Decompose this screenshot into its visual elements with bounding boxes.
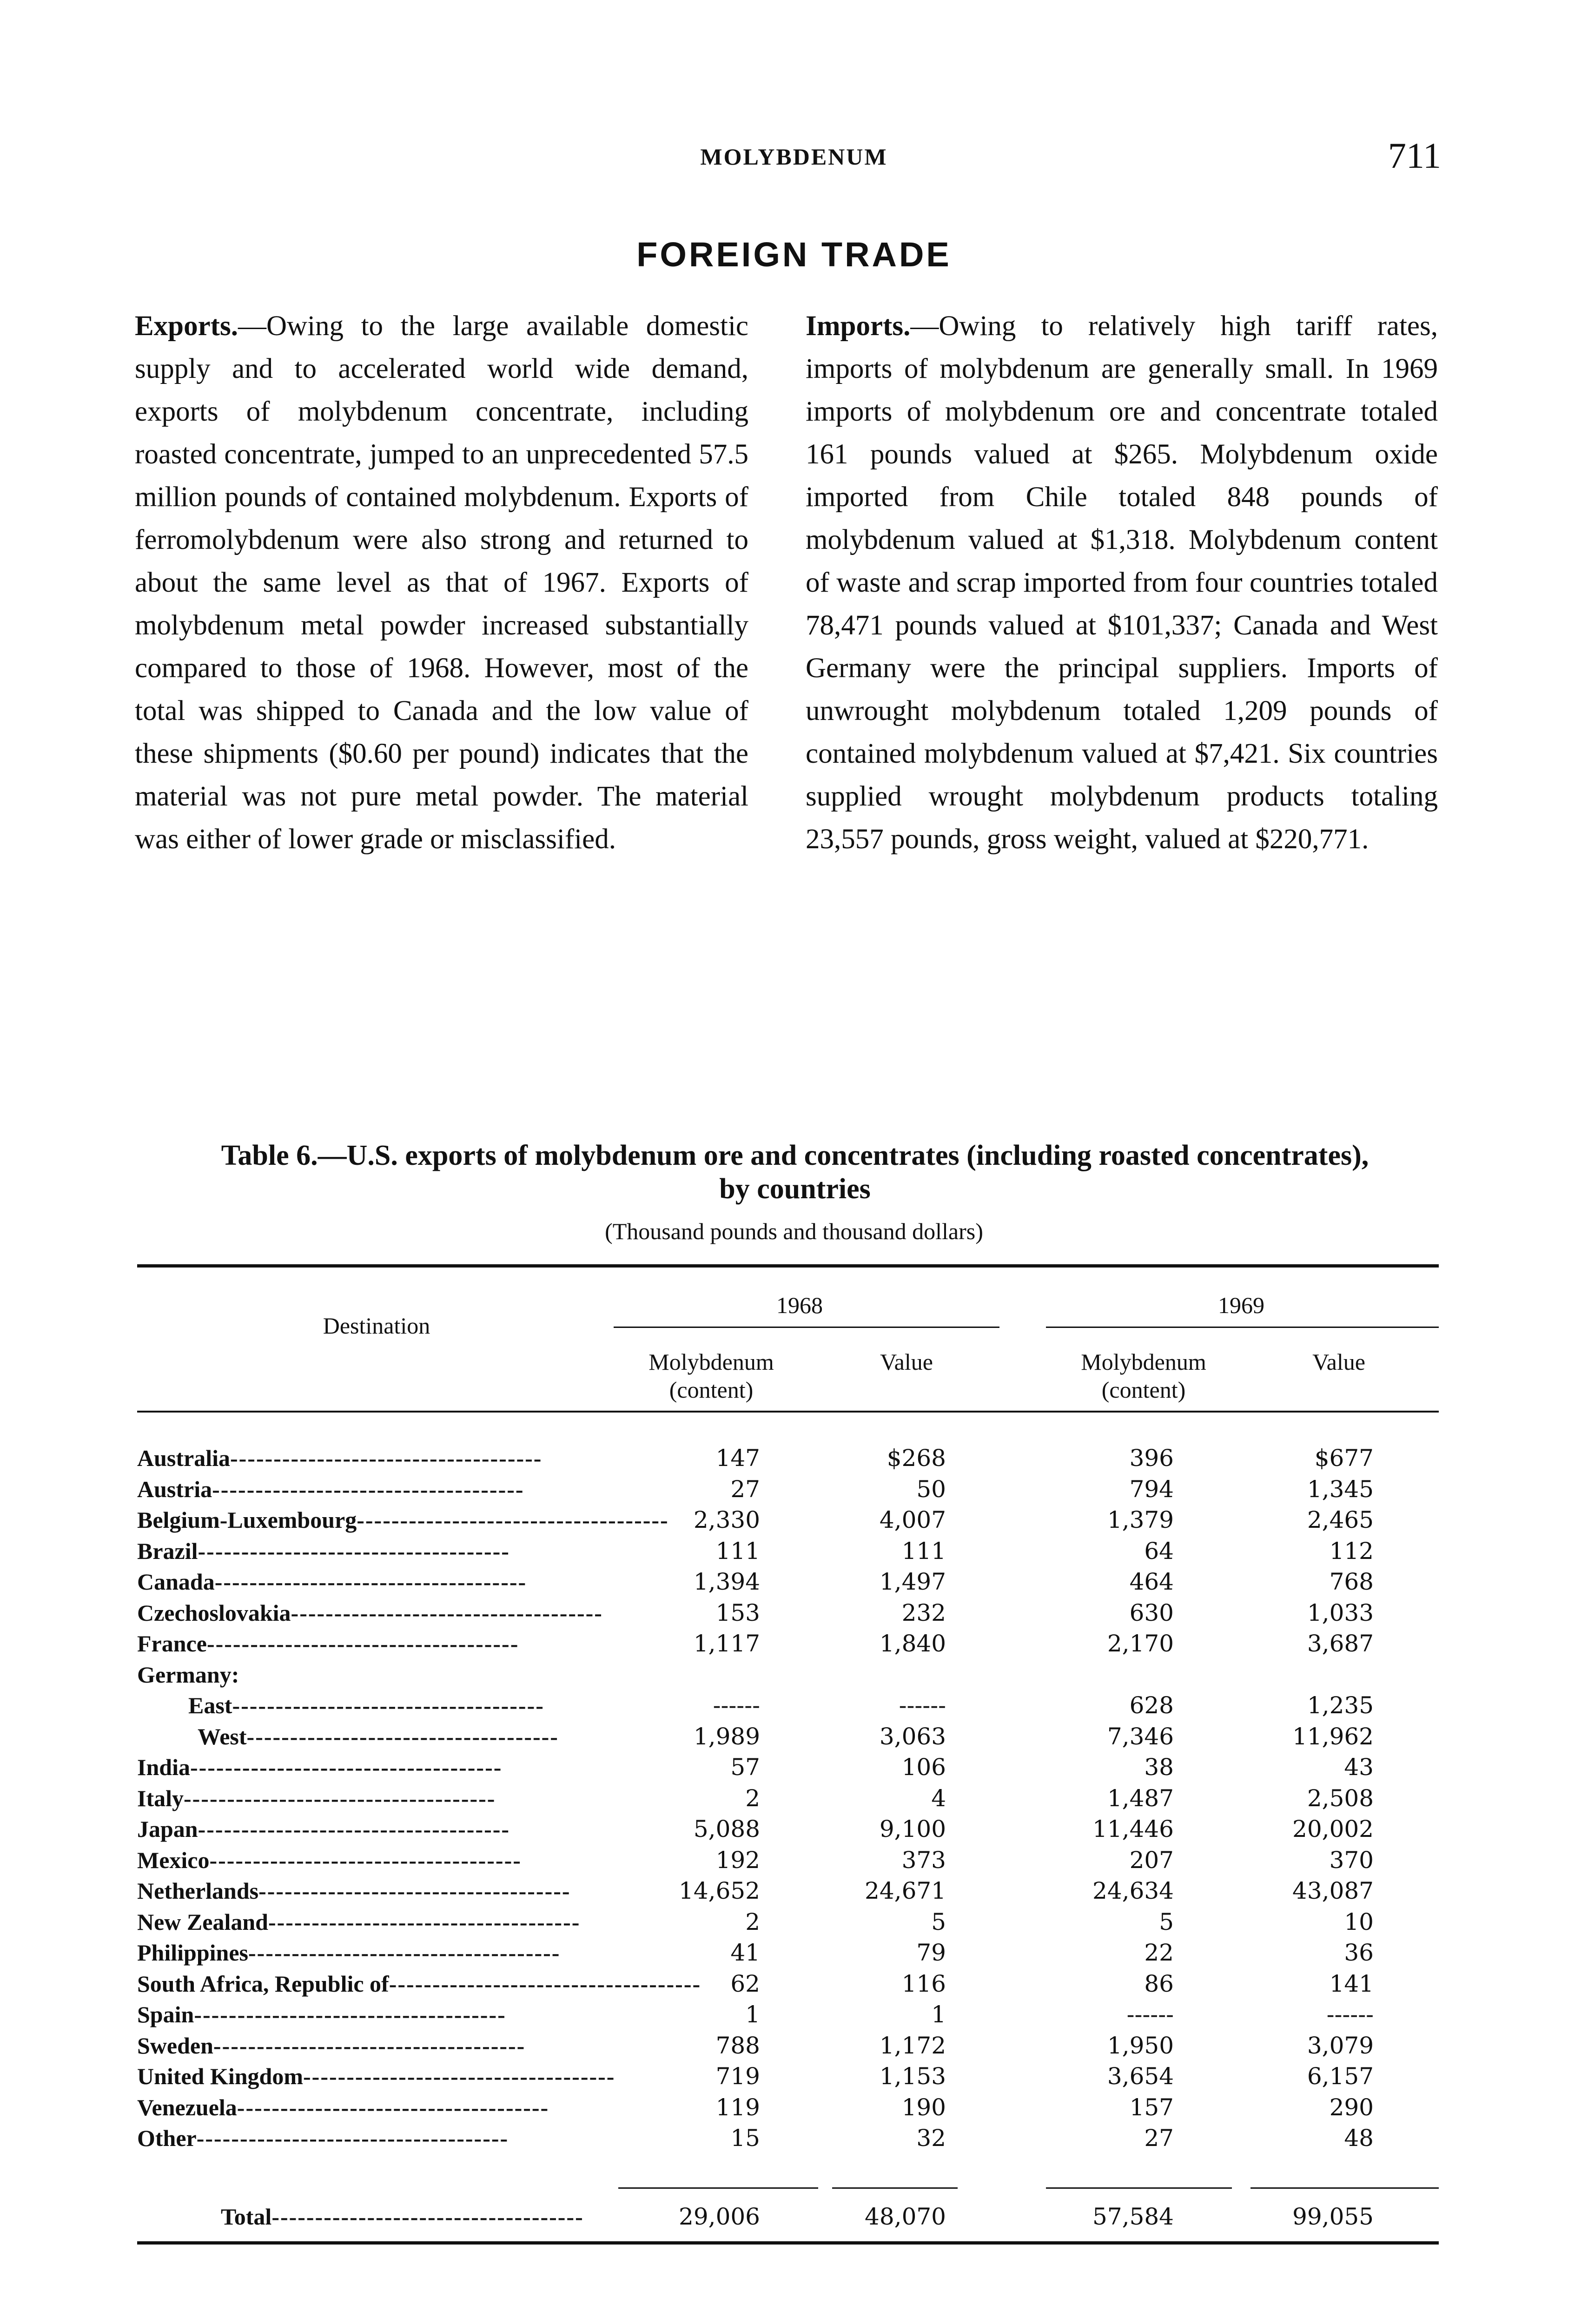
header-moly-1968-line1: Molybdenum (648, 1349, 774, 1375)
row-destination: Austria (137, 1476, 212, 1502)
total-rule-2 (832, 2187, 958, 2189)
row-moly-1968: ------ (713, 1692, 760, 1719)
row-moly-1969: 38 (1144, 1754, 1174, 1781)
row-moly-1968: 41 (730, 1939, 760, 1966)
table-total-row: Total------------------------------------ 29,006 48,070 57,584 99,055 (137, 2201, 1439, 2232)
row-moly-1968: 119 (715, 2093, 760, 2121)
table-bottom-rule (137, 2241, 1439, 2245)
row-moly-1968: 719 (715, 2063, 760, 2090)
row-value-1969: 1,345 (1307, 1475, 1374, 1503)
table-row: Spain------------------------------------ 1 1 ------ ------ (137, 1999, 1439, 2030)
header-moly-1969-line1: Molybdenum (1081, 1349, 1206, 1375)
row-value-1969: 48 (1344, 2125, 1374, 2152)
row-value-1969: 112 (1329, 1537, 1374, 1565)
row-value-1969: 2,465 (1307, 1506, 1374, 1533)
row-moly-1968: 5,088 (693, 1816, 760, 1842)
row-value-1968: 9,100 (879, 1816, 946, 1842)
row-moly-1968: 111 (715, 1537, 760, 1565)
total-moly-1968: 29,006 (679, 2203, 760, 2230)
row-value-1969: 1,033 (1307, 1599, 1374, 1626)
row-moly-1969: 1,487 (1107, 1784, 1174, 1812)
year-rule-1969 (1046, 1327, 1439, 1328)
imports-paragraph (806, 305, 1438, 861)
row-moly-1969: 3,654 (1107, 2063, 1174, 2090)
row-moly-1968: 1,989 (693, 1723, 760, 1750)
row-value-1969: 768 (1329, 1568, 1374, 1595)
row-destination: United Kingdom (137, 2063, 304, 2089)
row-moly-1968: 788 (715, 2032, 760, 2059)
row-value-1968: 24,671 (865, 1877, 946, 1904)
row-moly-1969: 11,446 (1092, 1816, 1174, 1842)
row-value-1968: 116 (901, 1970, 946, 1997)
row-moly-1969: 22 (1144, 1939, 1174, 1966)
row-value-1969: 36 (1344, 1939, 1374, 1966)
row-moly-1969: 86 (1144, 1970, 1174, 1997)
row-moly-1969: ------ (1126, 2001, 1174, 2028)
header-moly-1969-line2: (content) (1101, 1377, 1186, 1403)
table-row: West------------------------------------ 1,989 3,063 7,346 11,962 (137, 1721, 1439, 1752)
table-row-group-label (137, 1659, 1439, 1690)
row-moly-1968: 27 (730, 1475, 760, 1503)
row-destination: Venezuela (137, 2094, 237, 2120)
row-moly-1968: 1,117 (693, 1630, 760, 1657)
row-value-1968: 190 (901, 2093, 946, 2121)
row-moly-1968: 14,652 (679, 1877, 760, 1904)
row-destination: Netherlands (137, 1878, 259, 1904)
row-destination: East (188, 1692, 232, 1718)
row-destination: Japan (137, 1816, 198, 1842)
row-value-1969: 290 (1329, 2093, 1374, 2121)
row-destination: Philippines (137, 1940, 248, 1966)
table-row: Italy------------------------------------ 2 4 1,487 2,508 (137, 1783, 1439, 1814)
header-year-1969: 1969 (1218, 1292, 1264, 1318)
table-body (137, 1443, 1439, 2154)
row-moly-1969: 5 (1159, 1908, 1174, 1935)
table-row: Other------------------------------------ 15 32 27 48 (137, 2123, 1439, 2154)
row-value-1968: 5 (931, 1908, 946, 1935)
row-destination: Australia (137, 1445, 230, 1471)
row-moly-1968: 153 (715, 1599, 760, 1626)
table-row: Czechoslovakia------------------------------------ 153 232 630 1,033 (137, 1598, 1439, 1629)
row-value-1968: 50 (916, 1475, 946, 1503)
row-value-1968: 232 (901, 1599, 946, 1626)
table-row: United Kingdom------------------------------------ 719 1,153 3,654 6,157 (137, 2061, 1439, 2092)
table-row: Netherlands------------------------------------ 14,652 24,671 24,634 43,087 (137, 1875, 1439, 1907)
total-moly-1969: 57,584 (1092, 2203, 1174, 2230)
row-destination: Czechoslovakia (137, 1599, 291, 1626)
row-value-1968: 1,840 (879, 1630, 946, 1657)
header-moly-1968 (600, 1348, 823, 1404)
total-rule-1 (618, 2187, 818, 2189)
table-row: Sweden------------------------------------ 788 1,172 1,950 3,079 (137, 2030, 1439, 2061)
row-value-1969: 20,002 (1292, 1816, 1374, 1842)
row-moly-1969: 64 (1144, 1537, 1174, 1565)
exports-text: —Owing to the large available domestic supply and to accelerated world wide demand, exports of molybdenum concentrate, including roasted concentrate, jumped to an unprecedented 57.5 million pounds of contained molybdenum. Exports of ferromolybdenum were also strong and returned to about the same level as that of 1967. Exports of molybdenum metal powder increased substantially compared to those of 1968. However, most of the total was shipped to Canada and the low value of these shipments ($0.60 per pound) indicates that the material was not pure metal powder. The material was either of lower grade or misclassified. (135, 310, 748, 855)
table-row: India------------------------------------ 57 106 38 43 (137, 1752, 1439, 1783)
row-value-1968: 3,063 (879, 1723, 946, 1750)
table-row: New Zealand------------------------------------ 2 5 5 10 (137, 1907, 1439, 1938)
row-destination: Canada (137, 1569, 215, 1595)
row-destination: India (137, 1754, 190, 1780)
table-top-rule (137, 1264, 1439, 1268)
row-value-1969: 11,962 (1292, 1723, 1374, 1750)
total-rule-4 (1251, 2187, 1439, 2189)
row-destination: Brazil (137, 1538, 198, 1564)
row-value-1969: ------ (1326, 2001, 1374, 2028)
header-bottom-rule (137, 1411, 1439, 1413)
row-moly-1969: 1,950 (1107, 2032, 1174, 2059)
row-moly-1969: 630 (1129, 1599, 1174, 1626)
row-destination: Italy (137, 1785, 184, 1811)
imports-text: —Owing to relatively high tariff rates, imports of molybdenum are generally small. In 1969 imports of molybdenum ore and concentrate totaled 161 pounds valued at $265. Molybdenum oxide imported from Chile totaled 848 pounds of molybdenum valued at $1,318. Molybdenum content of waste and scrap imported from four countries totaled 78,471 pounds valued at $101,337; Canada and West Germany were the principal suppliers. Imports of unwrought molybdenum totaled 1,209 pounds of contained molybdenum valued at $7,421. Six countries supplied wrought molybdenum products totaling 23,557 pounds, gross weight, valued at $220,771. (806, 310, 1438, 855)
row-value-1969: 2,508 (1307, 1784, 1374, 1812)
row-destination: South Africa, Republic of (137, 1970, 389, 1997)
table-row: Philippines------------------------------------ 41 79 22 36 (137, 1937, 1439, 1968)
table-row: Brazil------------------------------------ 111 111 64 112 (137, 1536, 1439, 1567)
row-destination: West (198, 1723, 247, 1750)
row-moly-1968: 62 (730, 1970, 760, 1997)
row-moly-1968: 1 (745, 2001, 760, 2028)
row-moly-1969: 2,170 (1107, 1630, 1174, 1657)
table-row: Canada------------------------------------ 1,394 1,497 464 768 (137, 1566, 1439, 1598)
row-value-1969: 3,687 (1307, 1630, 1374, 1657)
row-destination: Sweden (137, 2032, 213, 2059)
row-value-1969: 141 (1329, 1970, 1374, 1997)
header-value-1968: Value (880, 1349, 933, 1375)
row-moly-1969: 628 (1129, 1692, 1174, 1719)
section-title: FOREIGN TRADE (636, 235, 952, 274)
row-moly-1969: 7,346 (1107, 1723, 1174, 1750)
row-moly-1968: 192 (715, 1846, 760, 1874)
table-row: South Africa, Republic of------------------------------------ 62 116 86 141 (137, 1968, 1439, 2000)
row-value-1968: 1,153 (879, 2063, 946, 2090)
table-row: Japan------------------------------------ 5,088 9,100 11,446 20,002 (137, 1814, 1439, 1845)
running-title: MOLYBDENUM (700, 144, 888, 170)
row-moly-1968: 147 (715, 1445, 760, 1472)
total-value-1969: 99,055 (1292, 2203, 1374, 2230)
table-row: Australia------------------------------------ 147 $268 396 $677 (137, 1443, 1439, 1474)
row-moly-1969: 1,379 (1107, 1506, 1174, 1533)
header-value-1969: Value (1312, 1349, 1365, 1375)
total-label: Total (221, 2204, 272, 2230)
row-moly-1968: 2 (745, 1784, 760, 1812)
row-moly-1968: 15 (730, 2125, 760, 2152)
header-moly-1968-line2: (content) (669, 1377, 754, 1403)
row-value-1968: 106 (901, 1754, 946, 1781)
row-destination: Other (137, 2125, 197, 2151)
row-value-1968: $268 (887, 1445, 946, 1472)
row-moly-1969: 24,634 (1092, 1877, 1174, 1904)
row-value-1968: ------ (899, 1692, 946, 1719)
row-destination: Belgium-Luxembourg (137, 1507, 357, 1533)
row-value-1969: $677 (1314, 1445, 1374, 1472)
row-destination: Mexico (137, 1847, 210, 1873)
header-moly-1969 (1032, 1348, 1255, 1404)
header-year-1968: 1968 (776, 1292, 823, 1318)
row-moly-1968: 2,330 (693, 1506, 760, 1533)
row-value-1968: 79 (916, 1939, 946, 1966)
row-moly-1968: 1,394 (693, 1568, 760, 1595)
row-moly-1969: 207 (1129, 1846, 1174, 1874)
row-value-1969: 10 (1344, 1908, 1374, 1935)
row-destination: New Zealand (137, 1908, 268, 1935)
table-row: Mexico------------------------------------ 192 373 207 370 (137, 1845, 1439, 1876)
row-value-1969: 43 (1344, 1754, 1374, 1781)
table-row: France------------------------------------ 1,117 1,840 2,170 3,687 (137, 1628, 1439, 1659)
row-value-1968: 1,497 (879, 1568, 946, 1595)
row-value-1969: 6,157 (1307, 2063, 1374, 2090)
table-title: Table 6.—U.S. exports of molybdenum ore and concentrates (including roasted concentrates), by countries (221, 1140, 1369, 1205)
table-row: Belgium-Luxembourg------------------------------------ 2,330 4,007 1,379 2,465 (137, 1505, 1439, 1536)
row-moly-1969: 396 (1129, 1445, 1174, 1472)
year-rule-1968 (614, 1327, 999, 1328)
table-units: (Thousand pounds and thousand dollars) (605, 1218, 983, 1244)
row-value-1968: 373 (901, 1846, 946, 1874)
row-value-1969: 370 (1329, 1846, 1374, 1874)
total-value-1968: 48,070 (865, 2203, 946, 2230)
row-value-1968: 32 (916, 2125, 946, 2152)
total-rule-3 (1046, 2187, 1232, 2189)
page-number: 711 (1388, 135, 1441, 176)
row-moly-1969: 157 (1129, 2093, 1174, 2121)
row-value-1969: 3,079 (1307, 2032, 1374, 2059)
row-value-1968: 4 (931, 1784, 946, 1812)
row-destination: Germany: (137, 1661, 239, 1688)
imports-lead: Imports. (806, 310, 911, 342)
row-value-1969: 43,087 (1292, 1877, 1374, 1904)
row-moly-1968: 2 (745, 1908, 760, 1935)
row-value-1968: 1,172 (879, 2032, 946, 2059)
row-value-1968: 4,007 (879, 1506, 946, 1533)
row-value-1969: 1,235 (1307, 1692, 1374, 1719)
exports-paragraph (135, 305, 748, 861)
row-moly-1969: 794 (1129, 1475, 1174, 1503)
exports-lead: Exports. (135, 310, 238, 342)
row-destination: France (137, 1631, 207, 1657)
row-value-1968: 111 (901, 1537, 946, 1565)
header-destination: Destination (323, 1313, 430, 1339)
row-moly-1968: 57 (730, 1754, 760, 1781)
row-moly-1969: 27 (1144, 2125, 1174, 2152)
table-row: East------------------------------------ ------ ------ 628 1,235 (137, 1690, 1439, 1721)
row-destination: Spain (137, 2001, 194, 2027)
row-value-1968: 1 (931, 2001, 946, 2028)
table-row: Austria------------------------------------ 27 50 794 1,345 (137, 1474, 1439, 1505)
table-row: Venezuela------------------------------------ 119 190 157 290 (137, 2092, 1439, 2123)
row-moly-1969: 464 (1129, 1568, 1174, 1595)
